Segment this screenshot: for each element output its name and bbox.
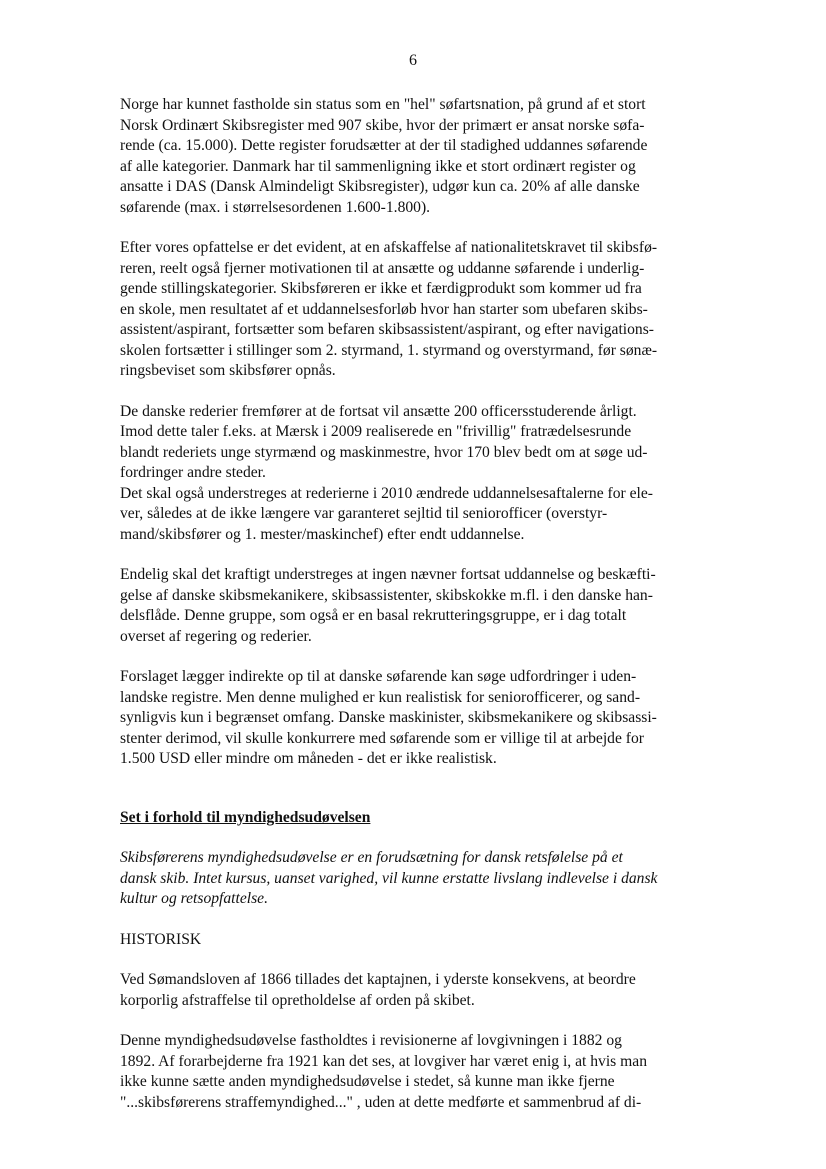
paragraph-nationality-requirement: Efter vores opfattelse er det evident, at en afskaffelse af nationalitetskravet til skibsfø- reren, reelt også fjerner motivationen til at ansætte og uddanne søfarende i underlig- gende stillingskategorier. Skibsføreren er ikke et færdigprodukt som kommer ud fra en skole, men resultatet af et uddannelsesforløb hvor han starter som ubefaren skibs- assistent/aspirant, fortsætter som befaren skibsassistent/aspirant, og efter navigations- skolen fortsætter i stillinger som 2. styrmand, 1. styrmand og overstyrmand, før sønæ- ringsbeviset som skibsfører opnås. xyxy=(120,239,658,379)
subheading-historisk: HISTORISK xyxy=(120,930,202,948)
document-body xyxy=(120,95,702,1113)
paragraph-norway-registry: Norge har kunnet fastholde sin status som en "hel" søfartsnation, på grund af et stort Norsk Ordinært Skibsregister med 907 skibe, hvor der primært er ansat norske søfa- rende (ca. 15.000). Dette register forudsætter at der til stadighed uddannes søfarende af alle kategorier. Danmark har til sammenligning ikke et stort ordinært register og ansatte i DAS (Dansk Almindeligt Skibsregister), udgør kun ca. 20% af alle danske søfarende (max. i størrelsesordenen 1.600-1.800). xyxy=(120,96,648,216)
paragraph-ratings-employment: Endelig skal det kraftigt understreges at ingen nævner fortsat uddannelse og beskæfti- gelse af danske skibsmekanikere, skibsassistenter, skibskokke m.fl. i den danske han- delsflåde. Denne gruppe, som også er en basal rekrutteringsgruppe, er i dag totalt overset af regering og rederier. xyxy=(120,566,656,645)
section-heading: Set i forhold til myndighedsudøvelsen xyxy=(120,808,371,826)
paragraph-foreign-registers: Forslaget lægger indirekte op til at danske søfarende kan søge udfordringer i uden- landske registre. Men denne mulighed er kun realistisk for seniorofficerer, og sand- synligvis kun i begrænset omfang. Danske maskinister, skibsmekanikere og skibsassi- stenter derimod, vil skulle konkurrere med søfarende som er villige til at arbejde for 1.500 USD eller mindre om måneden - det er ikke realistisk. xyxy=(120,668,657,767)
paragraph-seamans-act-1866: Ved Sømandsloven af 1866 tillades det kaptajnen, i yderste konsekvens, at beordre korporlig afstraffelse til opretholdelse af orden på skibet. xyxy=(120,971,636,1009)
section-intro: Skibsførerens myndighedsudøvelse er en forudsætning for dansk retsfølelse på et dansk skib. Intet kursus, uanset varighed, vil kunne erstatte livslang indlevelse i dansk kultur og retsopfattelse. xyxy=(120,849,658,907)
page-number: 6 xyxy=(409,52,417,69)
paragraph-law-revisions: Denne myndighedsudøvelse fastholdtes i revisionerne af lovgivningen i 1882 og 1892. Af forarbejderne fra 1921 kan det ses, at lovgiver har været enig i, at hvis man ikke kunne sætte anden myndighedsudøvelse i stedet, så kunne man ikke fjerne "...skibsførerens straffemyndighed..." , uden at dette medførte et sammenbrud af di- xyxy=(120,1032,647,1111)
paragraph-danish-shipowners: De danske rederier fremfører at de fortsat vil ansætte 200 officersstuderende årligt. Imod dette taler f.eks. at Mærsk i 2009 realiserede en "frivillig" fratrædelsesrunde blandt rederiets unge styrmænd og maskinmestre, hvor 170 blev bedt om at søge ud- fordringer andre steder. Det skal også understreges at rederierne i 2010 ændrede uddannelsesaftalerne for ele- ver, således at de ikke længere var garanteret sejltid til seniorofficer (overstyr- mand/skibsfører og 1. mester/maskinchef) efter endt uddannelse. xyxy=(120,402,653,543)
